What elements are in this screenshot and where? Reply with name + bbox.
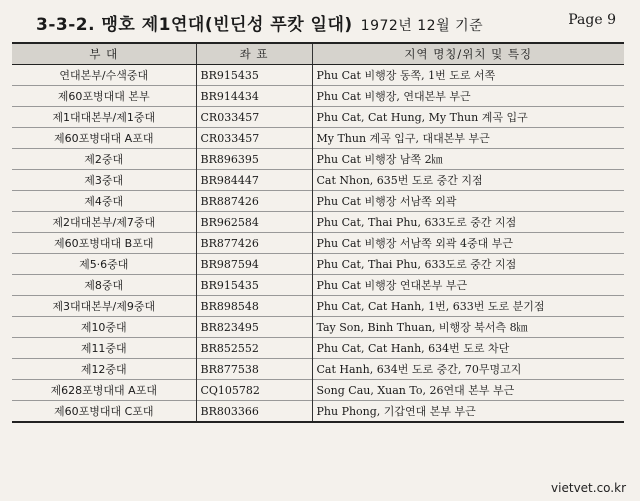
table-row: [12, 296, 624, 317]
unit-location-table: [12, 42, 624, 423]
coord-cell: BR877538: [196, 359, 312, 380]
coord-cell: BR887426: [196, 191, 312, 212]
location-cell: Phu Cat, Cat Hanh, 634번 도로 차단: [312, 338, 624, 359]
location-cell: Phu Cat 비행장 연대본부 부근: [312, 275, 624, 296]
coord-cell: BR914434: [196, 86, 312, 107]
unit-cell: 제60포병대대 C포대: [12, 401, 196, 423]
unit-cell: 연대본부/수색중대: [59, 69, 149, 82]
location-cell: Phu Cat 비행장 동쪽, 1번 도로 서쪽: [312, 65, 624, 86]
unit-cell: 제3중대: [12, 170, 196, 191]
table-row: [12, 191, 624, 212]
column-header-unit: 부 대: [12, 43, 196, 65]
coord-cell: BR915435: [196, 65, 312, 86]
table-row: [12, 86, 624, 107]
unit-cell: 제2대대본부/제7중대: [12, 212, 196, 233]
location-cell: Phu Cat 비행장, 연대본부 부근: [312, 86, 624, 107]
location-cell: Phu Cat, Thai Phu, 633도로 중간 지점: [312, 254, 624, 275]
table-row: [12, 149, 624, 170]
location-cell: Phu Cat 비행장 서남쪽 외곽 4중대 부근: [312, 233, 624, 254]
table-row: [12, 107, 624, 128]
coord-cell: BR898548: [196, 296, 312, 317]
location-cell: Phu Cat, Cat Hanh, 1번, 633번 도로 분기점: [312, 296, 624, 317]
table-row: [12, 380, 624, 401]
coord-cell: BR984447: [196, 170, 312, 191]
coord-cell: BR877426: [196, 233, 312, 254]
table-row: [12, 128, 624, 149]
table-row: [12, 359, 624, 380]
unit-cell: 제5·6중대: [12, 254, 196, 275]
coord-cell: CR033457: [196, 128, 312, 149]
table-row: [12, 338, 624, 359]
coord-cell: BR823495: [196, 317, 312, 338]
coord-cell: BR915435: [196, 275, 312, 296]
table-body: [12, 65, 624, 423]
page-header: [36, 10, 616, 36]
unit-cell: 제11중대: [12, 338, 196, 359]
unit-cell: 제60포병대대 본부: [12, 86, 196, 107]
column-header-location: 지역 명칭/위치 및 특징: [312, 43, 624, 65]
table-row: [12, 317, 624, 338]
location-cell: Phu Phong, 기갑연대 본부 부근: [312, 401, 624, 423]
table-row: [12, 65, 624, 86]
unit-cell: 제4중대: [12, 191, 196, 212]
unit-cell: 제2중대: [12, 149, 196, 170]
location-cell: Cat Nhon, 635번 도로 중간 지점: [312, 170, 624, 191]
coord-cell: BR987594: [196, 254, 312, 275]
location-cell: Phu Cat, Thai Phu, 633도로 중간 지점: [312, 212, 624, 233]
table-row: [12, 170, 624, 191]
unit-cell: 제60포병대대 A포대: [12, 128, 196, 149]
table-row: [12, 233, 624, 254]
coord-cell: BR852552: [196, 338, 312, 359]
location-cell: Song Cau, Xuan To, 26연대 본부 부근: [312, 380, 624, 401]
coord-cell: BR896395: [196, 149, 312, 170]
unit-cell: 제628포병대대 A포대: [12, 380, 196, 401]
unit-cell: 제10중대: [12, 317, 196, 338]
page-number: Page 9: [568, 12, 616, 28]
table-header-row: [12, 43, 624, 65]
location-cell: Cat Hanh, 634번 도로 중간, 70무명고지: [312, 359, 624, 380]
title-date: 1972년 12월 기준: [360, 18, 484, 34]
column-header-coordinates: 좌 표: [196, 43, 312, 65]
location-cell: Phu Cat 비행장 남쪽 2㎞: [312, 149, 624, 170]
coord-cell: CR033457: [196, 107, 312, 128]
coord-cell: BR962584: [196, 212, 312, 233]
unit-cell: 제1대대본부/제1중대: [12, 107, 196, 128]
table-row: [12, 212, 624, 233]
coord-cell: BR803366: [196, 401, 312, 423]
coord-cell: CQ105782: [196, 380, 312, 401]
watermark: vietvet.co.kr: [551, 481, 626, 495]
table-row: [12, 254, 624, 275]
location-cell: Phu Cat 비행장 서남쪽 외곽: [312, 191, 624, 212]
unit-cell: 제60포병대대 B포대: [12, 233, 196, 254]
page-title: [36, 10, 483, 35]
unit-cell: 제12중대: [12, 359, 196, 380]
location-cell: Phu Cat, Cat Hung, My Thun 계곡 입구: [312, 107, 624, 128]
location-cell: Tay Son, Binh Thuan, 비행장 북서측 8㎞: [312, 317, 624, 338]
unit-cell: 제8중대: [12, 275, 196, 296]
location-cell: My Thun 계곡 입구, 대대본부 부근: [312, 128, 624, 149]
title-text: 3-3-2. 맹호 제1연대(빈딘성 푸캇 일대): [36, 15, 353, 35]
table-row: [12, 275, 624, 296]
table-row: [12, 401, 624, 423]
unit-cell: 제3대대본부/제9중대: [12, 296, 196, 317]
